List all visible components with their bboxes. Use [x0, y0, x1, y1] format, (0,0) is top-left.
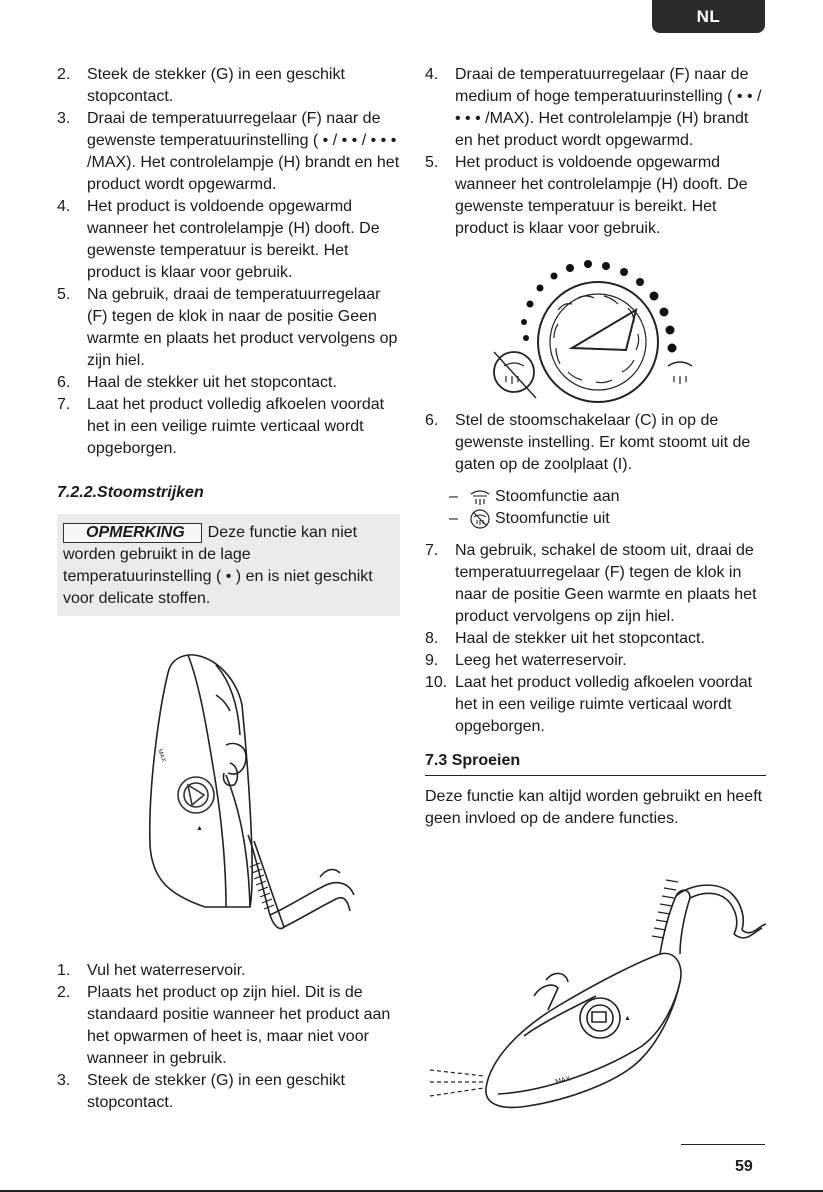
list-item: 8. Haal de stekker uit het stopcontact.: [425, 630, 705, 647]
left-column-bottom: [57, 960, 400, 1114]
svg-text:▲: ▲: [624, 1015, 631, 1022]
page-number-rule: [681, 1144, 765, 1145]
right-column-mid: [425, 410, 766, 830]
list-item: 4. Draai de temperatuurregelaar (F) naar de medium of hoge temperatuurinstelling ( • • / • • • /MAX). Het controlelampje (H) brandt en het product wordt opgewarmd.: [425, 66, 762, 149]
steps-list-left-a: [57, 64, 400, 460]
list-item: 1. Vul het waterreservoir.: [57, 962, 246, 979]
steps-list-right-b: [425, 410, 766, 476]
list-item: 9. Leeg het waterreservoir.: [425, 652, 627, 669]
note-label: OPMERKING: [63, 523, 202, 543]
iron-max-label-right: MAX: [554, 1075, 572, 1086]
list-item: 6. Haal de stekker uit het stopcontact.: [57, 374, 337, 391]
note-text: Deze functie kan niet worden gebruikt in de lage temperatuurinstelling ( • ) en is niet geschikt voor delicate stoffen.: [63, 524, 373, 607]
list-item: 5. Na gebruik, draai de temperatuurregelaar (F) tegen de klok in naar de positie Geen warmte en plaats het product vervolgens op zijn hiel.: [57, 286, 398, 369]
list-item: 2. Plaats het product op zijn hiel. Dit is de standaard positie wanneer het product aan het opwarmen of heet is, maar niet voor wanneer in gebruik.: [57, 984, 391, 1067]
list-item: 2. Steek de stekker (G) in een geschikt stopcontact.: [57, 66, 345, 105]
list-item: 7. Laat het product volledig afkoelen voordat het in een veilige ruimte verticaal wordt opgeborgen.: [57, 396, 385, 457]
list-item: 7. Na gebruik, schakel de stoom uit, draai de temperatuurregelaar (F) tegen de klok in naar de positie Geen warmte en plaats het product vervolgens op zijn hiel.: [425, 542, 757, 625]
steam-on-icon: [469, 488, 491, 506]
section-heading-spraying: 7.3 Sproeien: [425, 750, 766, 776]
steam-on-item: – Stoomfunctie aan: [449, 488, 620, 505]
iron-spraying-illustration: [428, 870, 768, 1130]
steam-off-icon: [469, 509, 491, 529]
list-item: 3. Steek de stekker (G) in een geschikt stopcontact.: [57, 1072, 345, 1111]
page-number: 59: [735, 1158, 753, 1175]
steps-list-right-c: [425, 540, 766, 738]
section-text: Deze functie kan altijd worden gebruikt en heeft geen invloed op de andere functies.: [425, 788, 763, 827]
list-item: 5. Het product is voldoende opgewarmd wanneer het controlelampje (H) dooft. De gewenste temperatuur is bereikt. Het product is klaar voor gebruik.: [425, 154, 748, 237]
steam-off-item: – Stoomfunctie uit: [449, 510, 610, 527]
steps-list-left-b: [57, 960, 400, 1114]
language-tab: NL: [652, 0, 765, 33]
right-column: [425, 64, 766, 240]
temperature-dial-illustration: [488, 258, 708, 406]
svg-text:▲: ▲: [196, 825, 203, 832]
list-item: 4. Het product is voldoende opgewarmd wanneer het controlelampje (H) dooft. De gewenste temperatuur is bereikt. Het product is klaar voor gebruik.: [57, 198, 380, 281]
iron-upright-illustration: [130, 645, 360, 940]
steps-list-right-a: [425, 64, 766, 240]
subheading-steam-ironing: 7.2.2.Stoomstrijken: [57, 484, 204, 501]
left-column: [57, 64, 400, 616]
iron-max-label: MAX: [156, 748, 167, 763]
list-item: 3. Draai de temperatuurregelaar (F) naar de gewenste temperatuurinstelling ( • / • • / • • • /MAX). Het controlelampje (H) brandt en het product wordt opgewarmd.: [57, 110, 400, 193]
list-item: 10. Laat het product volledig afkoelen voordat het in een veilige ruimte verticaal wordt opgeborgen.: [425, 674, 753, 735]
list-item: 6. Stel de stoomschakelaar (C) in op de gewenste instelling. Er komt stoomt uit de gaten op de zoolplaat (I).: [425, 412, 751, 473]
note-box: [57, 514, 400, 616]
